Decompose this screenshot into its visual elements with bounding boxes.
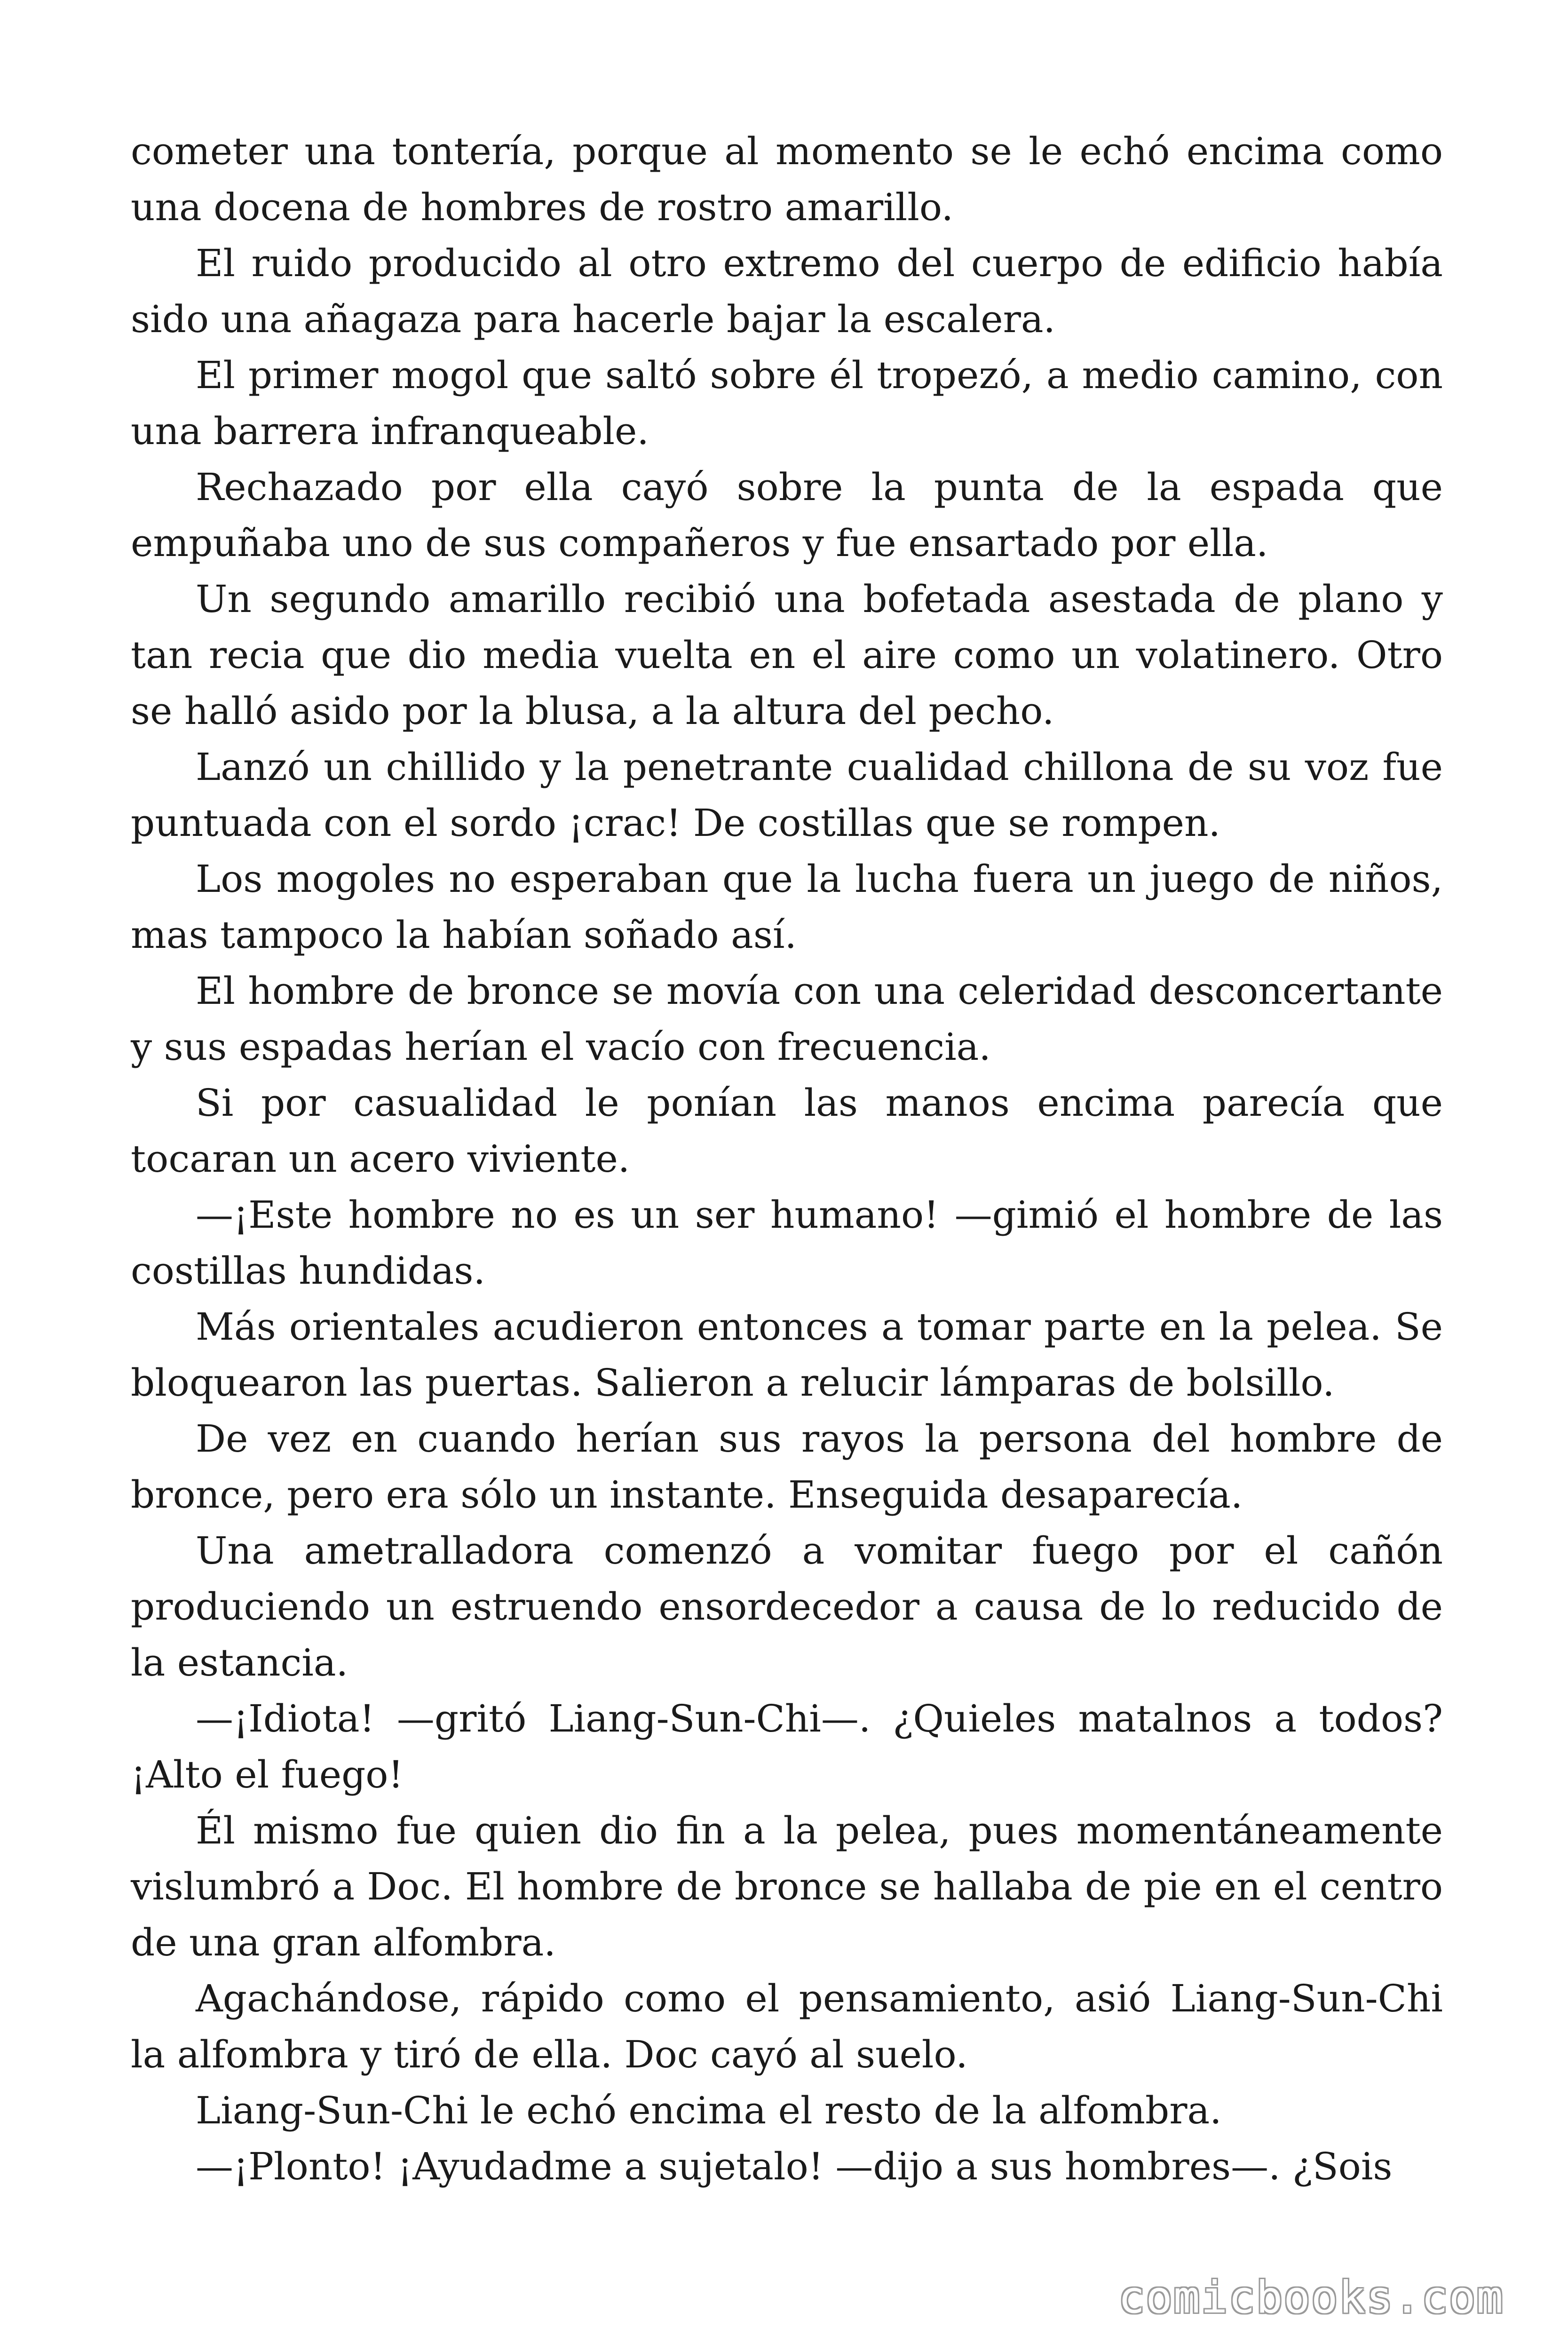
paragraph-17: Liang-Sun-Chi le echó encima el resto de la alfombra.: [196, 2089, 1222, 2132]
paragraph-6: Lanzó un chillido y la penetrante cualidad chillona de su voz fue puntuada con el sordo ¡crac! De costillas que se rompen.: [131, 745, 1443, 845]
paragraph-3: El primer mogol que saltó sobre él tropezó, a medio camino, con una barrera infranqueable.: [131, 353, 1443, 453]
paragraph-8: El hombre de bronce se movía con una celeridad desconcertante y sus espadas herían el vacío con frecuencia.: [131, 969, 1443, 1069]
paragraph-12: De vez en cuando herían sus rayos la persona del hombre de bronce, pero era sólo un instante. Enseguida desaparecía.: [131, 1417, 1443, 1517]
paragraph-14: —¡Idiota! —gritó Liang-Sun-Chi—. ¿Quieles matalnos a todos? ¡Alto el fuego!: [131, 1697, 1443, 1796]
paragraph-4: Rechazado por ella cayó sobre la punta de la espada que empuñaba uno de sus compañeros y fue ensartado por ella.: [131, 465, 1443, 565]
paragraph-18: —¡Plonto! ¡Ayudadme a sujetalo! —dijo a sus hombres—. ¿Sois: [196, 2145, 1393, 2188]
paragraph-15: Él mismo fue quien dio fin a la pelea, pues momentáneamente vislumbró a Doc. El hombre de bronce se hallaba de pie en el centro de una gran alfombra.: [131, 1809, 1443, 1964]
page-body: [131, 123, 1443, 2194]
watermark-text: comicbooks.com: [1118, 2272, 1504, 2323]
paragraph-5: Un segundo amarillo recibió una bofetada asestada de plano y tan recia que dio media vuelta en el aire como un volatinero. Otro se halló asido por la blusa, a la altura del pecho.: [131, 577, 1443, 733]
paragraph-13: Una ametralladora comenzó a vomitar fuego por el cañón produciendo un estruendo ensordecedor a causa de lo reducido de la estancia.: [131, 1529, 1443, 1685]
paragraph-2: El ruido producido al otro extremo del cuerpo de edificio había sido una añagaza para hacerle bajar la escalera.: [131, 241, 1443, 341]
paragraph-1: cometer una tontería, porque al momento se le echó encima como una docena de hombres de rostro amarillo.: [131, 129, 1443, 229]
paragraph-10: —¡Este hombre no es un ser humano! —gimió el hombre de las costillas hundidas.: [131, 1193, 1443, 1293]
paragraph-7: Los mogoles no esperaban que la lucha fuera un juego de niños, mas tampoco la habían soñado así.: [131, 857, 1443, 957]
paragraph-16: Agachándose, rápido como el pensamiento, asió Liang-Sun-Chi la alfombra y tiró de ella. Doc cayó al suelo.: [131, 1977, 1443, 2076]
paragraph-9: Si por casualidad le ponían las manos encima parecía que tocaran un acero viviente.: [131, 1081, 1443, 1181]
paragraph-11: Más orientales acudieron entonces a tomar parte en la pelea. Se bloquearon las puertas. Salieron a relucir lámparas de bolsillo.: [131, 1305, 1443, 1405]
